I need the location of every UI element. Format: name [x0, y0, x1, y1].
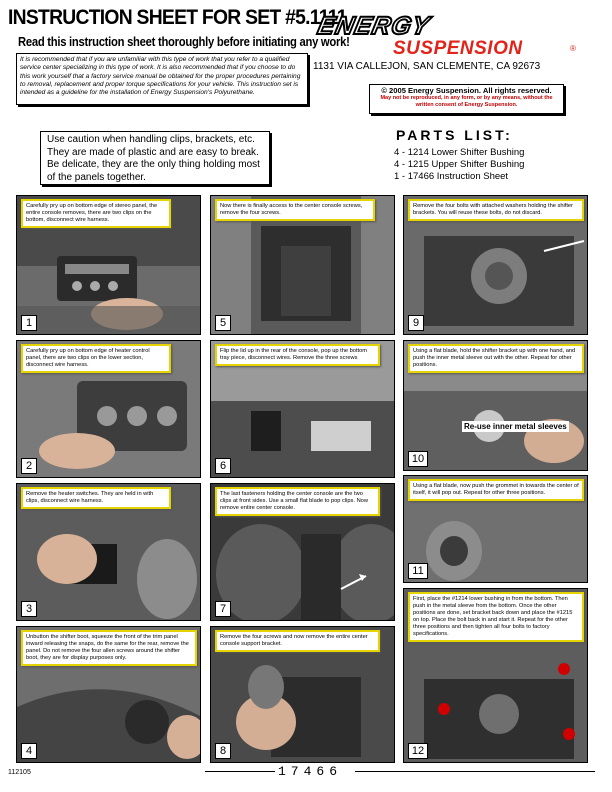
- step-caption-6: Flip the lid up in the rear of the console, pop up the bottom tray piece, disconnect wires. Remove the three screws: [215, 344, 380, 366]
- step-panel-9: [403, 195, 588, 335]
- caution-box: [40, 131, 270, 185]
- step-caption-10: Using a flat blade, hold the shifter bracket up with one hand, and push the inner metal sleeve out with the other. Repeat for other positions.: [408, 344, 584, 373]
- logo-registered-mark: ®: [570, 44, 576, 53]
- step-panel-12: [403, 588, 588, 763]
- step-number-9: 9: [408, 315, 424, 331]
- logo-suspension: SUSPENSION: [393, 38, 523, 59]
- document-title: INSTRUCTION SHEET FOR SET #5.1111: [8, 6, 347, 29]
- step-number-2: 2: [21, 458, 37, 474]
- step-number-10: 10: [408, 451, 428, 467]
- parts-list-item: 4 - 1215 Upper Shifter Bushing: [394, 159, 525, 170]
- step-panel-5: [210, 195, 395, 335]
- company-address: 1131 VIA CALLEJON, SAN CLEMENTE, CA 92673: [313, 61, 541, 72]
- footer-rule-right: [355, 771, 595, 772]
- step-panel-7: [210, 483, 395, 621]
- step-caption-9: Remove the four bolts with attached washers holding the shifter brackets. You will reuse these bolts, do not discard.: [408, 199, 584, 221]
- step-number-7: 7: [215, 601, 231, 617]
- parts-list-title: PARTS LIST:: [396, 127, 513, 143]
- step-caption-5: Now there is finally access to the center console screws, remove the four screws.: [215, 199, 375, 221]
- step-number-1: 1: [21, 315, 37, 331]
- step-panel-1: [16, 195, 201, 335]
- step-panel-6: [210, 340, 395, 478]
- footer-part-number: 17466: [278, 764, 343, 779]
- step-caption-11: Using a flat blade, now push the grommet in towards the center of itself, it will pop out. Repeat for other three positions.: [408, 479, 584, 501]
- disclaimer-box: [16, 53, 308, 105]
- step-caption-3: Remove the heater switches. They are held in with clips, disconnect wire harness.: [21, 487, 171, 509]
- step-number-5: 5: [215, 315, 231, 331]
- step-panel-11: [403, 475, 588, 583]
- step-caption-2: Carefully pry up on bottom edge of heater control panel, there are two clips on the lower section, disconnect wire harness.: [21, 344, 171, 373]
- caution-text: Use caution when handling clips, brackets, etc. They are made of plastic and are easy to break. Be delicate, they are the only thing holding most of the panels together.: [47, 134, 260, 183]
- logo-energy: ENERGY: [315, 12, 433, 40]
- step-panel-3: [16, 483, 201, 621]
- step-number-6: 6: [215, 458, 231, 474]
- copyright-box: [369, 84, 564, 114]
- step-panel-8: [210, 626, 395, 763]
- footer-rule-left: [205, 771, 275, 772]
- step-number-12: 12: [408, 743, 428, 759]
- reproduction-notice: May not be reproduced, in any form, or by any means, without the written consent of Energy Suspension.: [380, 95, 553, 108]
- step-number-11: 11: [408, 563, 428, 579]
- disclaimer-text: It is recommended that if you are unfamiliar with this type of work that you refer to a qualified service center specializing in this type of work. It is also recommended that if you choose to do this work yourself that a factory service manual be obtained for the proper procedures pertaining to removal, replacement and proper torque specifications for your vehicle. This instruction set is intended as a guideline for the installation of Energy Suspension's Polyurethane.: [20, 56, 301, 97]
- step-number-8: 8: [215, 743, 231, 759]
- parts-list-item: 1 - 17466 Instruction Sheet: [394, 171, 509, 182]
- parts-list-item: 4 - 1214 Lower Shifter Bushing: [394, 147, 525, 158]
- step-number-4: 4: [21, 743, 37, 759]
- step-caption-4: Unbutton the shifter boot, squeeze the front of the trim panel inward releasing the snaps, do the same for the rear, remove the panel. Do not remove the four allen screws around the shifter boot, they are for display purposes only.: [21, 630, 197, 666]
- reuse-sleeves-label: Re-use inner metal sleeves: [464, 422, 567, 431]
- document-subtitle: Read this instruction sheet thoroughly before initiating any work!: [18, 35, 350, 49]
- footer-date-code: 112105: [8, 769, 31, 776]
- step-caption-8: Remove the four screws and now remove the entire center console support bracket.: [215, 630, 380, 652]
- step-caption-12: First, place the #1214 lower bushing in from the bottom. Then push in the metal sleeve from the bottom. Once the other positions are done, set bracket back down and place the #1215 on top. Place the bolt back in and start it. Repeat for the other three positions and then tighten all four bolts to factory specifications.: [408, 592, 584, 642]
- step-number-3: 3: [21, 601, 37, 617]
- step-panel-4: [16, 626, 201, 763]
- step-caption-7: The last fasteners holding the center console are the two clips at front sides. Use a small flat blade to pop clips. Now remove entire center console.: [215, 487, 380, 516]
- step-panel-2: [16, 340, 201, 478]
- step-caption-1: Carefully pry up on bottom edge of stereo panel, the entire console removes, there are two clips on the bottom, disconnect wire harness.: [21, 199, 171, 228]
- step-panel-10: [403, 340, 588, 471]
- copyright-line: © 2005 Energy Suspension. All rights reserved.: [381, 86, 552, 95]
